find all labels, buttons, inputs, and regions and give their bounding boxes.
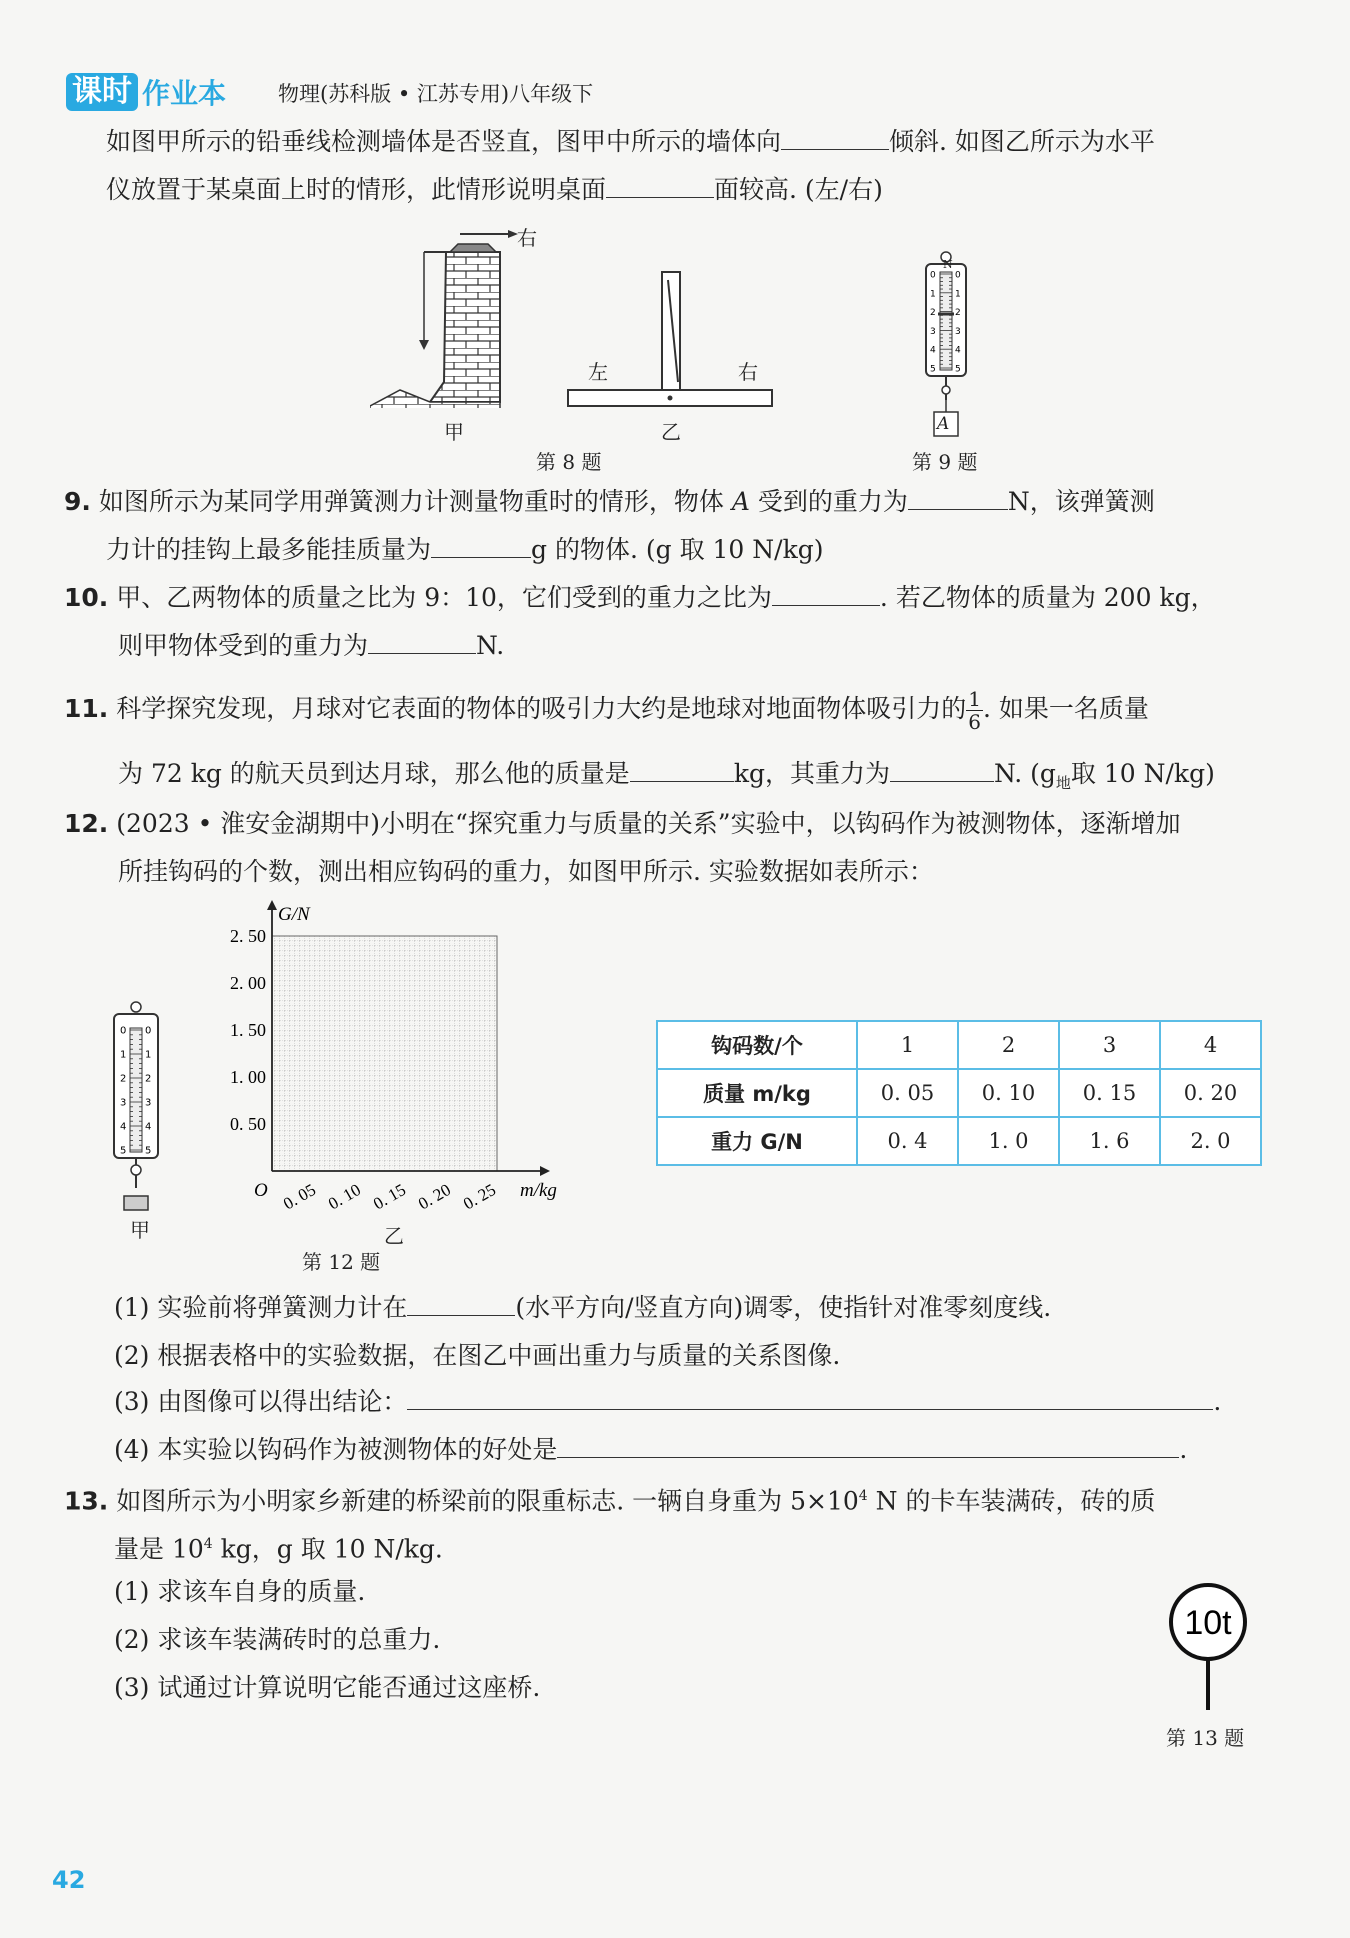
weight-limit-sign (1166, 1582, 1250, 1712)
table-row (657, 1069, 1261, 1117)
page-number: 42 (52, 1866, 86, 1894)
scale-number: 3 (145, 1097, 152, 1109)
q11-text: . 如果一名质量 (983, 694, 1149, 723)
x-tick-label: 0. 20 (415, 1180, 454, 1214)
x-axis-label: m/kg (520, 1180, 557, 1201)
q9-line2 (106, 532, 823, 568)
q9-number: 9. (64, 487, 91, 516)
scale-number: 1 (120, 1049, 127, 1061)
q8-level-figure (566, 270, 778, 410)
q12-jia-label: 甲 (130, 1218, 150, 1242)
q12-period: . (1179, 1435, 1188, 1464)
q9-text: g 的物体. (g 取 10 N/kg) (531, 535, 824, 564)
q9-blank-1[interactable] (908, 508, 1008, 510)
q12-text: (4) 本实验以钩码作为被测物体的好处是 (114, 1435, 558, 1464)
q12-sub4 (114, 1432, 1187, 1468)
x-tick-label: 0. 10 (325, 1180, 364, 1214)
scale-number: 4 (120, 1121, 127, 1133)
scale-number: 2 (930, 308, 936, 319)
row-header: 钩码数/个 (657, 1021, 857, 1069)
y-tick-label: 2. 00 (230, 973, 266, 993)
q12-number: 12. (64, 809, 109, 838)
sign-text: 10t (1184, 1604, 1232, 1642)
scale-track (130, 1028, 142, 1152)
y-axis-label: G/N (278, 904, 310, 925)
q13-sub2: (2) 求该车装满砖时的总重力. (114, 1625, 441, 1654)
y-tick-label: 1. 50 (230, 1020, 266, 1040)
q8-jia-label: 甲 (444, 420, 464, 444)
q12-period: . (1213, 1387, 1222, 1416)
q12-line2: 所挂钩码的个数，测出相应钩码的重力，如图甲所示. 实验数据如表所示： (118, 857, 934, 886)
hook-loop (942, 386, 950, 394)
q13-sub3: (3) 试通过计算说明它能否通过这座桥. (114, 1673, 541, 1702)
q11-text: 取 10 N/kg) (1070, 759, 1215, 788)
scale-ring (131, 1002, 141, 1012)
q8-left-label: 左 (588, 360, 608, 384)
q13-line2 (114, 1526, 443, 1567)
scale-number: 1 (930, 289, 936, 300)
table-cell: 1 (857, 1021, 958, 1069)
q13-caption: 第 13 题 (1166, 1726, 1245, 1750)
q8-caption: 第 8 题 (536, 450, 602, 474)
q12-spring-scale (108, 1000, 168, 1216)
grid-area (272, 936, 497, 1171)
q8-wall-figure (370, 222, 530, 408)
q12-line1 (64, 806, 1181, 842)
q9-text: 如图所示为某同学用弹簧测力计测量物重时的情形，物体 (98, 487, 724, 516)
q13-text: kg，g 取 10 N/kg. (220, 1534, 443, 1564)
q8-text: 面较高. (左/右) (714, 175, 883, 204)
q9-blank-2[interactable] (431, 556, 531, 558)
table-cell: 1. 0 (958, 1117, 1059, 1165)
q10-line1 (64, 580, 1216, 616)
q9-text: 力计的挂钩上最多能挂质量为 (106, 535, 432, 564)
q12-blank-1[interactable] (407, 1314, 515, 1316)
row-header: 重力 G/N (657, 1117, 857, 1165)
q12-data-table (656, 1020, 1262, 1166)
q12-sub3 (114, 1384, 1221, 1420)
table-cell: 0. 4 (857, 1117, 958, 1165)
scale-number: 4 (145, 1121, 152, 1133)
q12-blank-3[interactable] (557, 1456, 1179, 1458)
scale-number: 5 (145, 1145, 152, 1157)
q8-blank-2[interactable] (606, 196, 714, 198)
fraction-denominator: 6 (968, 710, 981, 734)
scale-number: 0 (955, 270, 961, 281)
q10-text: 甲、乙两物体的质量之比为 9：10，它们受到的重力之比为 (116, 583, 772, 612)
row-header: 质量 m/kg (657, 1069, 857, 1117)
q9-text: A (731, 487, 750, 516)
scale-number: 2 (120, 1073, 127, 1085)
scale-number: 2 (955, 308, 961, 319)
y-axis-arrow (267, 900, 277, 910)
q11-text: 科学探究发现，月球对它表面的物体的吸引力大约是地球对地面物体吸引力的 (116, 694, 967, 723)
table-cell: 0. 20 (1160, 1069, 1261, 1117)
scale-number: 4 (930, 345, 936, 356)
fraction-numerator: 1 (968, 687, 981, 711)
x-tick-label: 0. 15 (370, 1180, 409, 1214)
y-tick-label: 0. 50 (230, 1114, 266, 1134)
q13-text: 量是 10 (114, 1534, 204, 1564)
q11-number: 11. (64, 694, 109, 723)
q10-text: 则甲物体受到的重力为 (118, 631, 369, 660)
q11-blank-1[interactable] (630, 780, 734, 782)
q13-superscript: 4 (203, 1536, 213, 1552)
q11-line1 (64, 688, 1149, 733)
q8-yi-label: 乙 (661, 420, 681, 444)
brick-wall (430, 252, 500, 402)
scale-number: 0 (930, 270, 936, 281)
scale-number: 0 (120, 1025, 127, 1037)
q10-blank-1[interactable] (772, 604, 880, 606)
q9-line1 (64, 484, 1155, 520)
hook-weight (124, 1196, 148, 1210)
logo-text: 作业本 (142, 77, 227, 110)
q11-text: kg，其重力为 (733, 759, 890, 788)
table-row (657, 1021, 1261, 1069)
scale-number: 4 (955, 345, 961, 356)
q13-number: 13. (64, 1486, 109, 1516)
scale-number: 5 (955, 364, 961, 375)
scale-number: 5 (930, 364, 936, 375)
header-subject: 物理(苏科版 • 江苏专用)八年级下 (278, 82, 594, 106)
q12-sub2: (2) 根据表格中的实验数据，在图乙中画出重力与质量的关系图像. (114, 1341, 841, 1370)
table-cell: 3 (1059, 1021, 1160, 1069)
x-axis-arrow (540, 1166, 550, 1176)
q12-sub1 (114, 1290, 1051, 1326)
q13-line1 (64, 1478, 1155, 1519)
q9-caption: 第 9 题 (912, 450, 978, 474)
q11-fraction (966, 688, 983, 733)
q12-text: (1) 实验前将弹簧测力计在 (114, 1293, 408, 1322)
table-cell: 0. 05 (857, 1069, 958, 1117)
q12-text: (水平方向/竖直方向)调零，使指针对准零刻度线. (515, 1293, 1052, 1322)
q11-blank-2[interactable] (890, 780, 994, 782)
table-cell: 4 (1160, 1021, 1261, 1069)
q10-blank-2[interactable] (368, 652, 476, 654)
q13-sub1: (1) 求该车自身的质量. (114, 1577, 366, 1606)
q9-spring-scale (920, 250, 980, 446)
scale-number: 2 (145, 1073, 152, 1085)
q13-text: 如图所示为小明家乡新建的桥梁前的限重标志. 一辆自身重为 5×10 (116, 1486, 859, 1516)
q8-right-side-label: 右 (738, 360, 758, 384)
q12-text: (2023 • 淮安金湖期中)小明在“探究重力与质量的关系”实验中，以钩码作为被测物体，逐渐增加 (116, 809, 1181, 838)
table-cell: 0. 10 (958, 1069, 1059, 1117)
x-tick-label: 0. 05 (280, 1180, 319, 1214)
table-cell: 2 (958, 1021, 1059, 1069)
origin-label: O (254, 1180, 268, 1201)
q12-chart (200, 896, 590, 1236)
q9-unit: N (943, 258, 953, 271)
table-cell: 0. 15 (1059, 1069, 1160, 1117)
x-tick-label: 0. 25 (460, 1180, 499, 1214)
scale-number: 0 (145, 1025, 152, 1037)
q11-line2 (118, 756, 1215, 801)
q9-block-label: A (937, 414, 950, 434)
scale-track (940, 272, 952, 370)
q10-text: . 若乙物体的质量为 200 kg， (879, 583, 1216, 612)
q8-text: 仪放置于某桌面上时的情形，此情形说明桌面 (106, 175, 607, 204)
scale-number: 1 (955, 289, 961, 300)
q8-text: 如图甲所示的铅垂线检测墙体是否竖直，图甲中所示的墙体向 (106, 127, 782, 156)
q11-subscript: 地 (1055, 774, 1071, 792)
table-cell: 2. 0 (1160, 1117, 1261, 1165)
table-row (657, 1117, 1261, 1165)
scale-number: 3 (955, 326, 961, 337)
q9-text: N，该弹簧测 (1007, 487, 1155, 516)
header-logo (66, 72, 226, 112)
q10-text: N. (476, 631, 505, 660)
q8-right-label: 右 (517, 226, 537, 250)
q11-text: N. (g (993, 759, 1056, 788)
q10-number: 10. (64, 583, 109, 612)
q13-text: N 的卡车装满砖，砖的质 (875, 1486, 1156, 1516)
q11-text: 为 72 kg 的航天员到达月球，那么他的质量是 (118, 759, 630, 788)
scale-number: 1 (145, 1049, 152, 1061)
level-dot (668, 396, 673, 401)
q8-blank-1[interactable] (781, 148, 889, 150)
logo-mark: 课时 (66, 73, 138, 111)
table-cell: 1. 6 (1059, 1117, 1160, 1165)
q12-text: (3) 由图像可以得出结论： (114, 1387, 408, 1416)
q13-superscript: 4 (858, 1488, 868, 1504)
hook-loop (131, 1165, 141, 1175)
y-tick-label: 1. 00 (230, 1067, 266, 1087)
q12-caption: 第 12 题 (302, 1250, 381, 1274)
q8-line1 (106, 124, 1155, 160)
y-tick-label: 2. 50 (230, 926, 266, 946)
q8-line2 (106, 172, 883, 208)
q8-text: 倾斜. 如图乙所示为水平 (889, 127, 1155, 156)
scale-number: 3 (120, 1097, 127, 1109)
scale-number: 5 (120, 1145, 127, 1157)
plumb-bob (419, 340, 429, 350)
q10-line2 (118, 628, 504, 664)
q9-text: 受到的重力为 (757, 487, 908, 516)
q12-yi-label: 乙 (384, 1224, 404, 1248)
wall-cap (450, 244, 496, 252)
scale-number: 3 (930, 326, 936, 337)
q12-blank-2[interactable] (407, 1408, 1213, 1410)
